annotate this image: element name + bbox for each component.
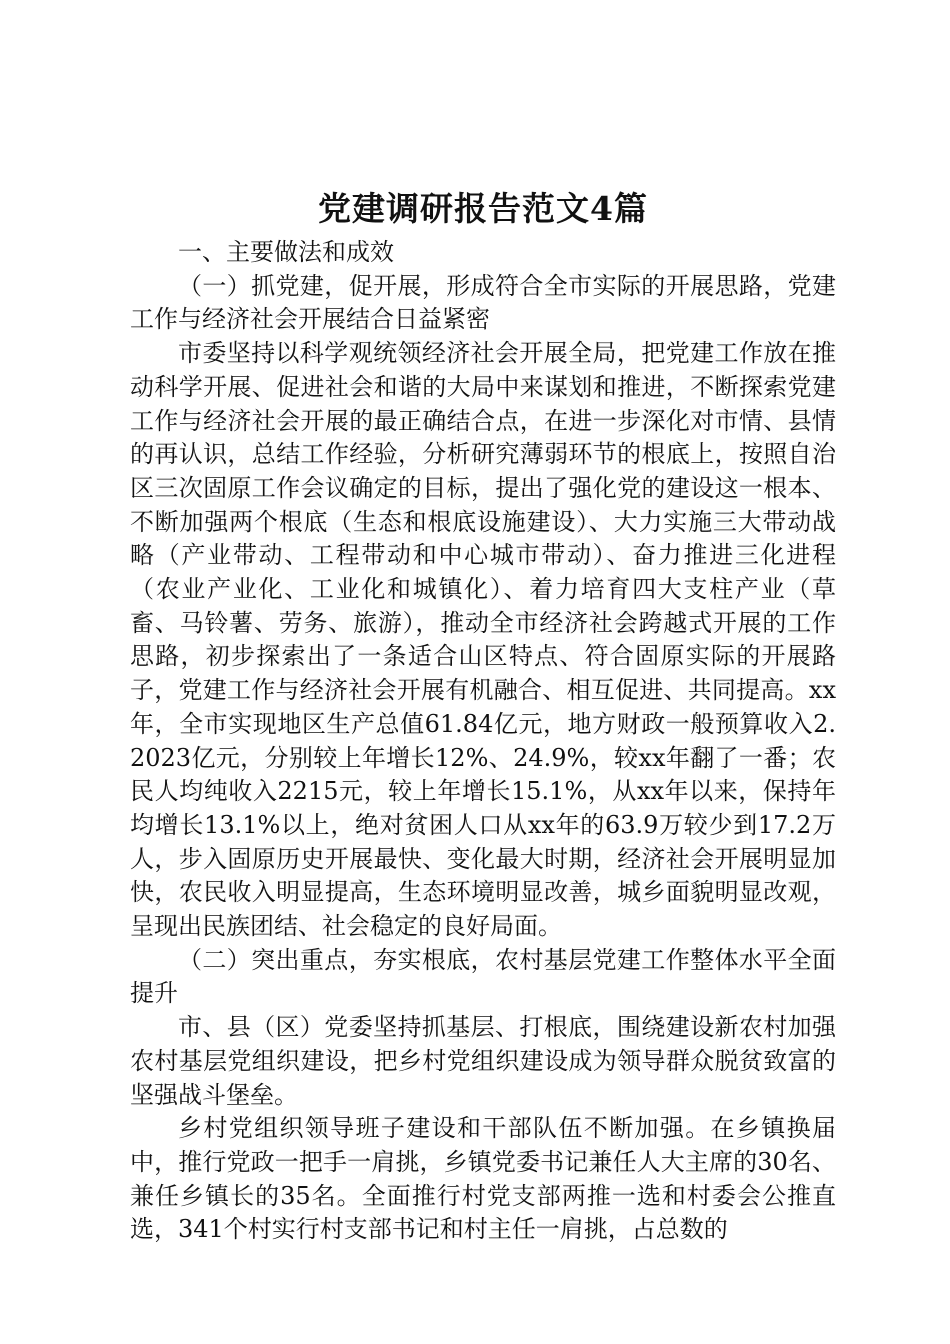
- document-title: 党建调研报告范文4篇: [318, 189, 648, 228]
- document-page: [130, 182, 836, 1247]
- section-heading: 一、主要做法和成效: [178, 238, 394, 266]
- subsection-heading: （一）抓党建，促开展，形成符合全市实际的开展思路，党建工作与经济社会开展结合日益紧密: [130, 271, 836, 334]
- body-paragraph: 市委坚持以科学观统领经济社会开展全局，把党建工作放在推动科学开展、促进社会和谐的大局中来谋划和推进，不断探索党建工作与经济社会开展的最正确结合点，在进一步深化对市情、县情的再认识，总结工作经验，分析研究薄弱环节的根底上，按照自治区三次固原工作会议确定的目标，提出了强化党的建设这一根本、不断加强两个根底（生态和根底设施建设）、大力实施三大带动战略（产业带动、工程带动和中心城市带动）、奋力推进三化进程（农业产业化、工业化和城镇化）、着力培育四大支柱产业（草畜、马铃薯、劳务、旅游），推动全市经济社会跨越式开展的工作思路，初步探索出了一条适合山区特点、符合固原实际的开展路子，党建工作与经济社会开展有机融合、相互促进、共同提高。xx年，全市实现地区生产总值61.84亿元，地方财政一般预算收入2.2023亿元，分别较上年增长12%、24.9%，较xx年翻了一番；农民人均纯收入2215元，较上年增长15.1%，从xx年以来，保持年均增长13.1%以上，绝对贫困人口从xx年的63.9万较少到17.2万人，步入固原历史开展最快、变化最大时期，经济社会开展明显加快，农民收入明显提高，生态环境明显改善，城乡面貌明显改观，呈现出民族团结、社会稳定的良好局面。: [130, 339, 836, 941]
- body-paragraph: 乡村党组织领导班子建设和干部队伍不断加强。在乡镇换届中，推行党政一把手一肩挑，乡镇党委书记兼任人大主席的30名、兼任乡镇长的35名。全面推行村党支部两推一选和村委会公推直选，341个村实行村支部书记和村主任一肩挑，占总数的: [130, 1114, 836, 1244]
- subsection-heading: （二）突出重点，夯实根底，农村基层党建工作整体水平全面提升: [130, 945, 836, 1008]
- body-paragraph: 市、县（区）党委坚持抓基层、打根底，围绕建设新农村加强农村基层党组织建设，把乡村党组织建设成为领导群众脱贫致富的坚强战斗堡垒。: [130, 1013, 836, 1109]
